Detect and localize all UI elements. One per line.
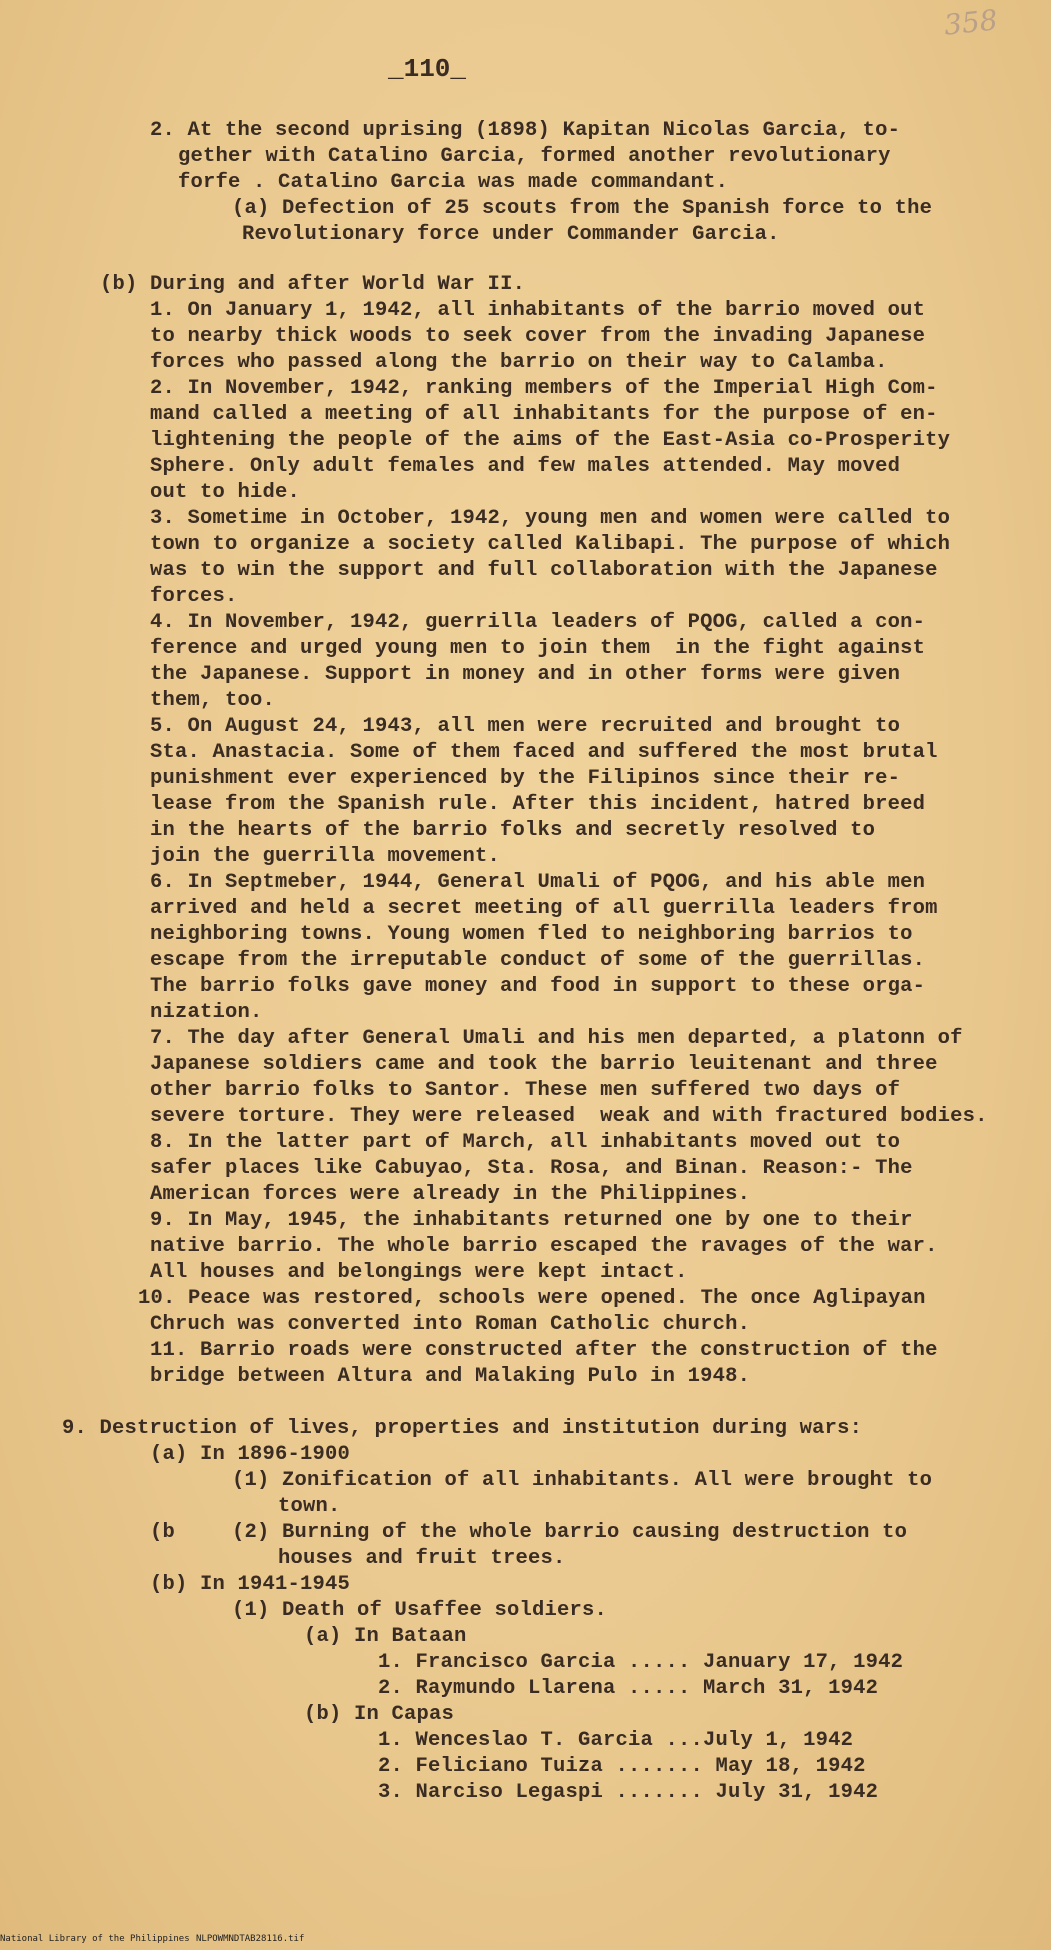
page-stamp: 358 — [942, 3, 1000, 42]
text-line: Chruch was converted into Roman Catholic church. — [150, 1313, 751, 1336]
text-line: was to win the support and full collaboration with the Japanese — [150, 559, 938, 582]
text-line: severe torture. They were released weak and with fractured bodies. — [150, 1105, 988, 1128]
text-line: lightening the people of the aims of the East-Asia co-Prosperity — [150, 429, 951, 452]
text-line: 4. In November, 1942, guerrilla leaders of PQOG, called a con- — [150, 611, 926, 634]
text-line: Sta. Anastacia. Some of them faced and suffered the most brutal — [150, 741, 938, 764]
text-line: forfe . Catalino Garcia was made commandant. — [178, 171, 729, 194]
section-heading: (b) During and after World War II. — [100, 273, 526, 296]
text-line: Japanese soldiers came and took the barrio leuitenant and three — [150, 1053, 938, 1076]
text-line: mand called a meeting of all inhabitants for the purpose of en- — [150, 403, 938, 426]
text-line: 8. In the latter part of March, all inhabitants moved out to — [150, 1131, 901, 1154]
text-line: forces. — [150, 585, 238, 608]
footer-source: National Library of the Philippines — [0, 1934, 190, 1944]
text-line: American forces were already in the Philippines. — [150, 1183, 751, 1206]
text-line: (1) Zonification of all inhabitants. All were brought to — [232, 1469, 933, 1492]
footer-filename: NLPOWMNDTAB28116.tif — [196, 1934, 305, 1944]
text-line: 3. Narciso Legaspi ....... July 31, 1942 — [378, 1781, 879, 1804]
text-line: houses and fruit trees. — [278, 1547, 566, 1570]
text-line: (b) In Capas — [304, 1703, 455, 1726]
text-line: (1) Death of Usaffee soldiers. — [232, 1599, 608, 1622]
text-line: (b) In 1941-1945 — [150, 1573, 351, 1596]
text-line: them, too. — [150, 689, 276, 712]
text-line: 1. Wenceslao T. Garcia ...July 1, 1942 — [378, 1729, 854, 1752]
text-line: (a) Defection of 25 scouts from the Spanish force to the — [232, 197, 933, 220]
text-line: town to organize a society called Kalibapi. The purpose of which — [150, 533, 951, 556]
text-line: The barrio folks gave money and food in support to these orga- — [150, 975, 926, 998]
page-number: _110_ — [388, 54, 467, 84]
text-line: 9. In May, 1945, the inhabitants returned one by one to their — [150, 1209, 913, 1232]
text-line: neighboring towns. Young women fled to neighboring barrios to — [150, 923, 913, 946]
text-line: forces who passed along the barrio on their way to Calamba. — [150, 351, 888, 374]
text-line: join the guerrilla movement. — [150, 845, 501, 868]
section-heading: 9. Destruction of lives, properties and institution during wars: — [62, 1417, 863, 1440]
text-line: lease from the Spanish rule. After this incident, hatred breed — [150, 793, 926, 816]
text-line: 10. Peace was restored, schools were opened. The once Aglipayan — [138, 1287, 926, 1310]
text-line: 1. Francisco Garcia ..... January 17, 1942 — [378, 1651, 904, 1674]
text-line: 3. Sometime in October, 1942, young men and women were called to — [150, 507, 951, 530]
text-line: 2. Feliciano Tuiza ....... May 18, 1942 — [378, 1755, 866, 1778]
text-line: 2. In November, 1942, ranking members of the Imperial High Com- — [150, 377, 938, 400]
text-line: Revolutionary force under Commander Garcia. — [242, 223, 780, 246]
text-line: Sphere. Only adult females and few males attended. May moved — [150, 455, 901, 478]
text-line: 1. On January 1, 1942, all inhabitants of the barrio moved out — [150, 299, 926, 322]
text-line: 11. Barrio roads were constructed after the construction of the — [150, 1339, 938, 1362]
text-line: the Japanese. Support in money and in other forms were given — [150, 663, 901, 686]
text-line: 7. The day after General Umali and his men departed, a platonn of — [150, 1027, 963, 1050]
text-line: (a) In 1896-1900 — [150, 1443, 351, 1466]
text-line: native barrio. The whole barrio escaped the ravages of the war. — [150, 1235, 938, 1258]
text-line: safer places like Cabuyao, Sta. Rosa, and Binan. Reason:- The — [150, 1157, 913, 1180]
text-line: gether with Catalino Garcia, formed another revolutionary — [178, 145, 891, 168]
text-line: out to hide. — [150, 481, 301, 504]
text-line: 2. At the second uprising (1898) Kapitan Nicolas Garcia, to- — [150, 119, 901, 142]
text-line: ference and urged young men to join them in the fight against — [150, 637, 926, 660]
text-line: arrived and held a secret meeting of all guerrilla leaders from — [150, 897, 938, 920]
text-line: in the hearts of the barrio folks and secretly resolved to — [150, 819, 876, 842]
text-line: 6. In Septmeber, 1944, General Umali of PQOG, and his able men — [150, 871, 926, 894]
text-line: (b — [150, 1521, 176, 1544]
text-line: 2. Raymundo Llarena ..... March 31, 1942 — [378, 1677, 879, 1700]
text-line: other barrio folks to Santor. These men suffered two days of — [150, 1079, 901, 1102]
text-line: All houses and belongings were kept intact. — [150, 1261, 688, 1284]
text-line: to nearby thick woods to seek cover from the invading Japanese — [150, 325, 926, 348]
text-line: escape from the irreputable conduct of some of the guerrillas. — [150, 949, 926, 972]
text-line: town. — [278, 1495, 341, 1518]
text-line: 5. On August 24, 1943, all men were recruited and brought to — [150, 715, 901, 738]
text-line: bridge between Altura and Malaking Pulo in 1948. — [150, 1365, 751, 1388]
text-line: nization. — [150, 1001, 263, 1024]
text-line: punishment ever experienced by the Filipinos since their re- — [150, 767, 901, 790]
text-line: (2) Burning of the whole barrio causing destruction to — [232, 1521, 908, 1544]
text-line: (a) In Bataan — [304, 1625, 467, 1648]
